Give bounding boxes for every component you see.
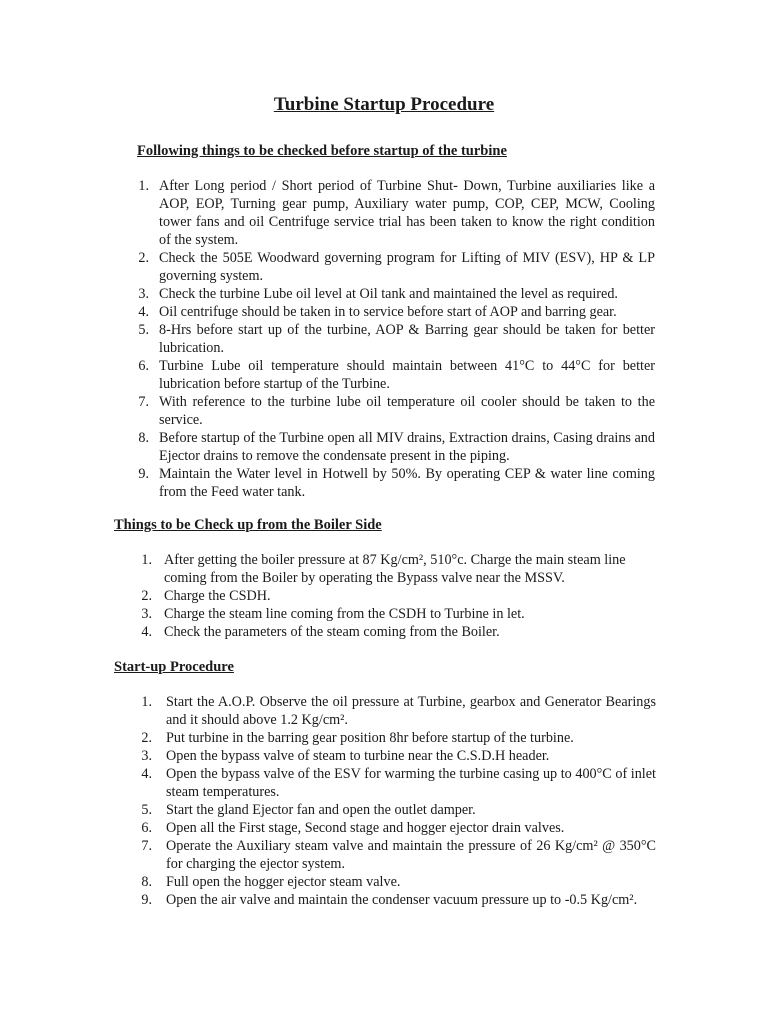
item-number: 9. xyxy=(141,892,152,908)
item-number: 2. xyxy=(138,250,149,266)
boiler-side-checklist xyxy=(141,551,664,641)
item-number: 1. xyxy=(141,694,152,710)
list-item xyxy=(138,177,655,249)
item-text: Check the turbine Lube oil level at Oil tank and maintained the level as required. xyxy=(159,286,618,302)
list-item xyxy=(141,747,656,765)
item-text: Open the bypass valve of the ESV for warming the turbine casing up to 400°C of inlet steam temperatures. xyxy=(166,766,656,800)
list-item xyxy=(141,819,656,837)
item-number: 5. xyxy=(141,802,152,818)
list-item xyxy=(138,393,655,429)
startup-procedure-list xyxy=(141,693,656,909)
list-item xyxy=(138,429,655,465)
item-text: Open all the First stage, Second stage and hogger ejector drain valves. xyxy=(166,820,565,836)
item-number: 4. xyxy=(141,624,152,640)
pre-startup-checklist xyxy=(138,177,655,501)
item-text: After Long period / Short period of Turbine Shut- Down, Turbine auxiliaries like a AOP, EOP, Turning gear pump, Auxiliary water pump, COP, CEP, MCW, Cooling tower fans and oil Centrifuge service trial has been taken to know the right condition of the system. xyxy=(159,178,655,248)
item-text: With reference to the turbine lube oil temperature oil cooler should be taken to the service. xyxy=(159,394,655,428)
list-item xyxy=(138,357,655,393)
item-number: 3. xyxy=(141,748,152,764)
item-number: 4. xyxy=(138,304,149,320)
item-text: Start the gland Ejector fan and open the outlet damper. xyxy=(166,802,476,818)
item-number: 6. xyxy=(141,820,152,836)
list-item xyxy=(141,873,656,891)
list-item xyxy=(141,729,656,747)
item-text: Maintain the Water level in Hotwell by 50%. By operating CEP & water line coming from the Feed water tank. xyxy=(159,466,655,500)
list-item xyxy=(138,465,655,501)
item-number: 8. xyxy=(138,430,149,446)
section-heading-boiler-side: Things to be Check up from the Boiler Side xyxy=(114,517,382,533)
list-item xyxy=(141,801,656,819)
item-text: Start the A.O.P. Observe the oil pressure at Turbine, gearbox and Generator Bearings and it should above 1.2 Kg/cm². xyxy=(166,694,656,728)
item-text: 8-Hrs before start up of the turbine, AOP & Barring gear should be taken for better lubrication. xyxy=(159,322,655,356)
list-item xyxy=(138,303,655,321)
item-text: Oil centrifuge should be taken in to service before start of AOP and barring gear. xyxy=(159,304,617,320)
item-number: 3. xyxy=(138,286,149,302)
item-number: 4. xyxy=(141,766,152,782)
item-text: Full open the hogger ejector steam valve. xyxy=(166,874,401,890)
section-heading-pre-startup-checks: Following things to be checked before startup of the turbine xyxy=(137,143,507,159)
item-text: Check the 505E Woodward governing program for Lifting of MIV (ESV), HP & LP governing system. xyxy=(159,250,655,284)
list-item xyxy=(141,551,664,587)
item-text: Check the parameters of the steam coming from the Boiler. xyxy=(164,624,500,640)
item-text: Charge the CSDH. xyxy=(164,588,271,604)
item-text: Turbine Lube oil temperature should maintain between 41°C to 44°C for better lubrication before startup of the Turbine. xyxy=(159,358,655,392)
item-number: 7. xyxy=(141,838,152,854)
list-item xyxy=(141,623,664,641)
item-number: 3. xyxy=(141,606,152,622)
item-text: Open the air valve and maintain the condenser vacuum pressure up to -0.5 Kg/cm². xyxy=(166,892,638,908)
item-number: 5. xyxy=(138,322,149,338)
list-item xyxy=(138,321,655,357)
document-title: Turbine Startup Procedure xyxy=(273,94,495,115)
item-number: 1. xyxy=(141,552,152,568)
item-text: Open the bypass valve of steam to turbine near the C.S.D.H header. xyxy=(166,748,550,764)
section-heading-startup-procedure: Start-up Procedure xyxy=(114,659,234,675)
list-item xyxy=(141,693,656,729)
item-text: Before startup of the Turbine open all MIV drains, Extraction drains, Casing drains and Ejector drains to remove the condensate present in the piping. xyxy=(159,430,655,464)
list-item xyxy=(141,587,664,605)
item-number: 9. xyxy=(138,466,149,482)
list-item xyxy=(141,837,656,873)
list-item xyxy=(138,285,655,303)
item-number: 8. xyxy=(141,874,152,890)
list-item xyxy=(138,249,655,285)
item-number: 1. xyxy=(138,178,149,194)
item-text: Charge the steam line coming from the CSDH to Turbine in let. xyxy=(164,606,525,622)
list-item xyxy=(141,605,664,623)
item-number: 2. xyxy=(141,588,152,604)
item-text: Put turbine in the barring gear position 8hr before startup of the turbine. xyxy=(166,730,574,746)
item-number: 2. xyxy=(141,730,152,746)
item-number: 7. xyxy=(138,394,149,410)
item-number: 6. xyxy=(138,358,149,374)
item-text: Operate the Auxiliary steam valve and maintain the pressure of 26 Kg/cm² @ 350°C for charging the ejector system. xyxy=(166,838,656,872)
list-item xyxy=(141,891,656,909)
item-text: After getting the boiler pressure at 87 Kg/cm², 510°c. Charge the main steam line coming from the Boiler by operating the Bypass valve near the MSSV. xyxy=(164,552,626,586)
list-item xyxy=(141,765,656,801)
